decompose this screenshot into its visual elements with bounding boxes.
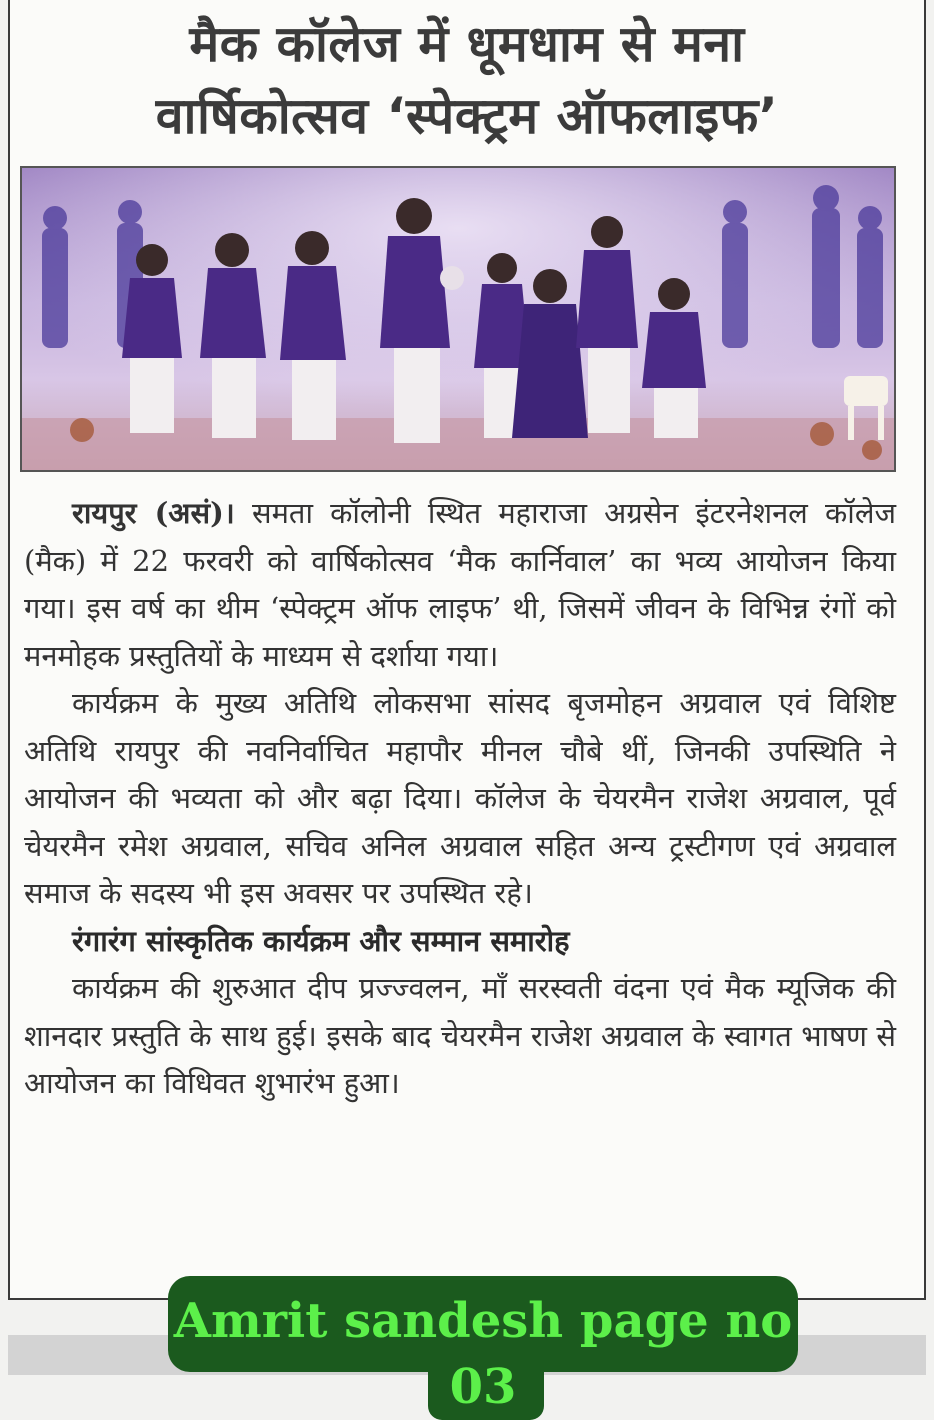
headline <box>10 0 924 152</box>
headline-line-2: वार्षिकोत्सव ‘स्पेक्ट्रम ऑफलाइफ’ <box>155 87 779 145</box>
photo-illustration <box>22 168 894 470</box>
source-badge-line-1: Amrit sandesh page no <box>173 1293 793 1349</box>
dateline: रायपुर (असं)। <box>72 496 235 530</box>
dancers-on-stage-photo <box>20 166 896 472</box>
paragraph-1-text: समता कॉलोनी स्थित महाराजा अग्रसेन इंटरनेशनल कॉलेज (मैक) में 22 फरवरी को वार्षिकोत्सव ‘मैक कार्निवाल’ का भव्य आयोजन किया गया। इस वर्ष का थीम ‘स्पेक्ट्रम ऑफ लाइफ’ थी, जिसमें जीवन के विभिन्न रंगों को मनमोहक प्रस्तुतियों के माध्यम से दर्शाया गया। <box>24 496 896 673</box>
headline-line-1: मैक कॉलेज में धूमधाम से मना <box>189 15 745 73</box>
paragraph-3: कार्यक्रम की शुरुआत दीप प्रज्ज्वलन, माँ सरस्वती वंदना एवं मैक म्यूजिक की शानदार प्रस्तुति के साथ हुई। इसके बाद चेयरमैन राजेश अग्रवाल के स्वागत भाषण से आयोजन का विधिवत शुभारंभ हुआ। <box>24 971 896 1100</box>
paragraph-2: कार्यक्रम के मुख्य अतिथि लोकसभा सांसद बृजमोहन अग्रवाल एवं विशिष्ट अतिथि रायपुर की नवनिर्वाचित महापौर मीनल चौबे थीं, जिनकी उपस्थिति ने आयोजन की भव्यता को और बढ़ा दिया। कॉलेज के चेयरमैन राजेश अग्रवाल, पूर्व चेयरमैन रमेश अग्रवाल, सचिव अनिल अग्रवाल सहित अन्य ट्रस्टीगण एवं अग्रवाल समाज के सदस्य भी इस अवसर पर उपस्थित रहे। <box>24 686 896 910</box>
paragraph-1 <box>24 490 896 680</box>
source-badge-line-2: 03 <box>449 1359 517 1415</box>
source-badge-text <box>168 1288 798 1420</box>
subheading: रंगारंग सांस्कृतिक कार्यक्रम और सम्मान समारोह <box>72 923 570 958</box>
article-body <box>24 490 896 1108</box>
